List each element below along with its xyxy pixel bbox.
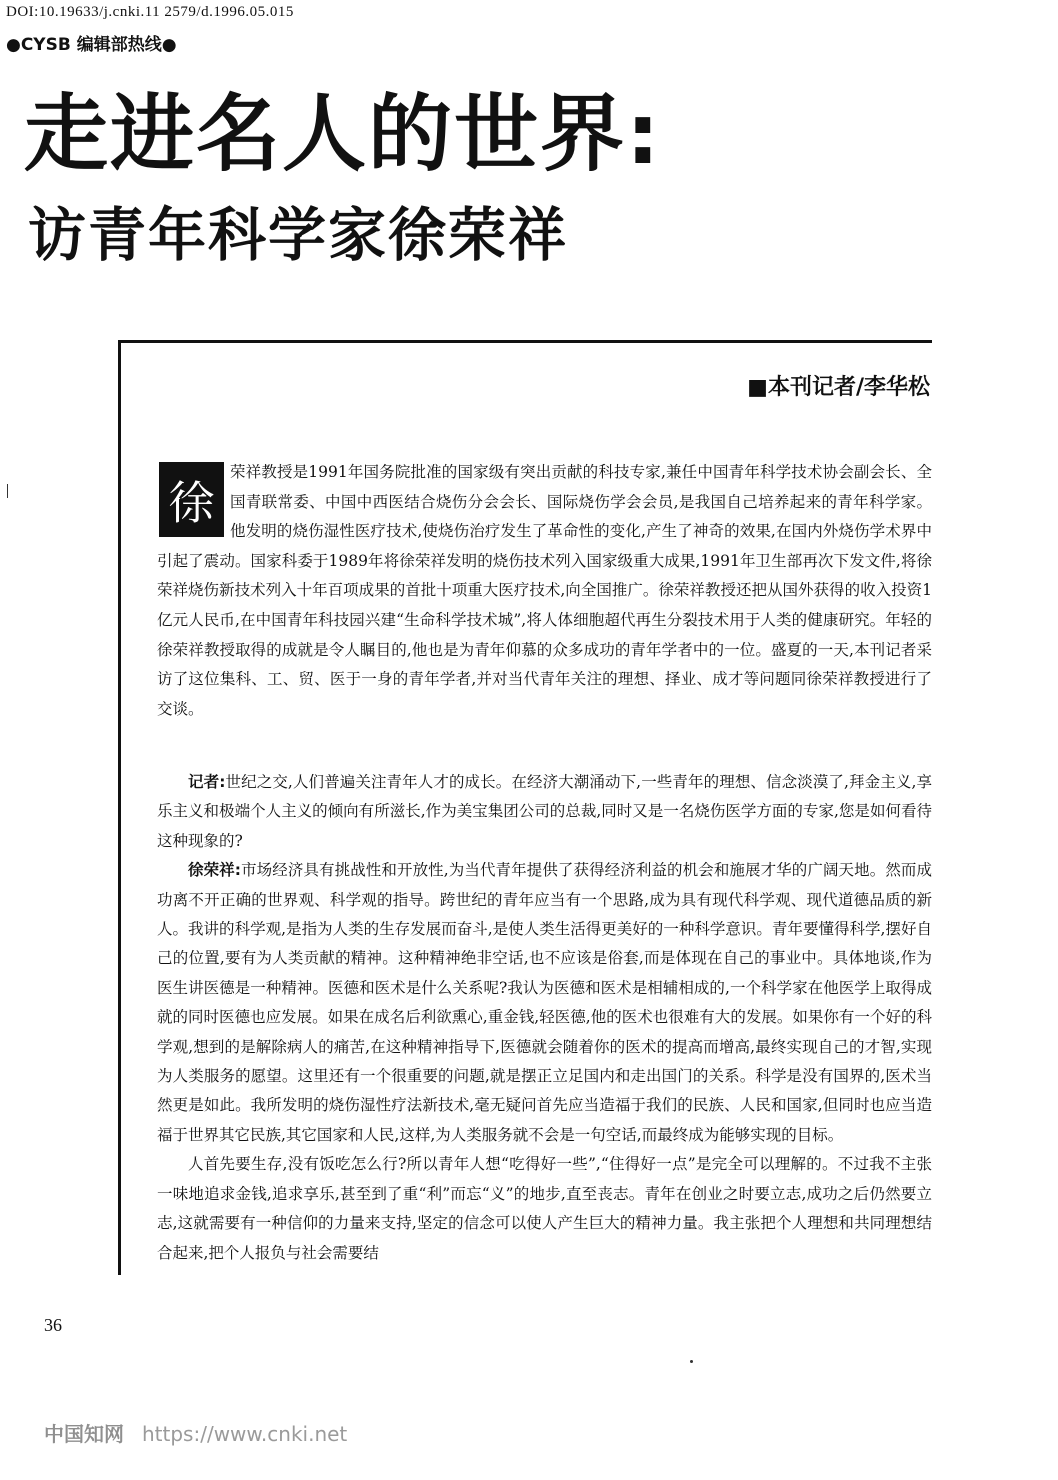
speaker-label: 徐荣祥: (188, 861, 241, 880)
frame-left-rule (118, 340, 121, 1275)
scan-mark (7, 484, 8, 498)
paragraph-text: 市场经济具有挑战性和开放性,为当代青年提供了获得经济利益的机会和施展才华的广阔天地。然而成功离不开正确的世界观、科学观的指导。跨世纪的青年应当有一个思路,成为具有现代科学观、现代道德品质的新人。我讲的科学观,是指为人类的生存发展而奋斗,是使人类生活得更美好的一种科学意识。青年要懂得科学,摆好自己的位置,要有为人类贡献的精神。这种精神绝非空话,也不应该是俗套,而是体现在自己的事业中。具体地谈,作为医生讲医德是一种精神。医德和医术是什么关系呢?我认为医德和医术是相辅相成的,一个科学家在他医学上取得成就的同时医德也应发展。如果在成名后利欲熏心,重金钱,轻医德,他的医术也很难有大的发展。如果你有一个好的科学观,想到的是解除病人的痛苦,在这种精神指导下,医德就会随着你的医术的提高而增高,最终实现自己的才智,实现为人类服务的愿望。这里还有一个很重要的问题,就是摆正立足国内和走出国门的关系。科学是没有国界的,医术当然更是如此。我所发明的烧伤湿性疗法新技术,毫无疑问首先应当造福于我们的民族、人民和国家,但同时也应当造福于世界其它民族,其它国家和人民,这样,为人类服务就不会是一句空话,而最终成为能够实现的目标。 (157, 861, 933, 1144)
watermark-url: https://www.cnki.net (142, 1422, 348, 1446)
byline: ■本刊记者/李华松 (747, 375, 930, 400)
speaker-label: 记者: (188, 773, 226, 791)
lead-text: 荣祥教授是1991年国务院批准的国家级有突出贡献的科技专家,兼任中国青年科学技术协会副会长、全国青联常委、中国中西医结合烧伤分会会长、国际烧伤学会会员,是我国自己培养起来的青年科学家。他发明的烧伤湿性医疗技术,使烧伤治疗发生了革命性的变化,产生了神奇的效果,在国内外烧伤学术界中引起了震动。国家科委于1989年将徐荣祥发明的烧伤技术列入国家级重大成果,1991年卫生部再次下发文件,将徐荣祥烧伤新技术列入十年百项成果的首批十项重大医疗技术,向全国推广。徐荣祥教授还把从国外获得的收入投资1亿元人民币,在中国青年科技园兴建“生命科学技术城”,将人体细胞超代再生分裂技术用于人类的健康研究。年轻的徐荣祥教授取得的成就是令人瞩目的,他也是为青年仰慕的众多成功的青年学者中的一位。盛夏的一天,本刊记者采访了这位集科、工、贸、医于一身的青年学者,并对当代青年关注的理想、择业、成才等问题同徐荣祥教授进行了交谈。 (157, 463, 932, 718)
column-tag: ●CYSB 编辑部热线● (6, 35, 177, 55)
lead-paragraph (157, 458, 932, 724)
watermark (44, 1418, 347, 1447)
paragraph-text: 世纪之交,人们普遍关注青年人才的成长。在经济大潮涌动下,一些青年的理想、信念淡漠了,拜金主义,享乐主义和极端个人主义的倾向有所滋长,作为美宝集团公司的总裁,同时又是一名烧伤医学方面的专家,您是如何看待这种现象的? (157, 773, 932, 850)
page-number: 36 (44, 1315, 62, 1335)
drop-cap: 徐 (159, 462, 224, 537)
watermark-brand: 中国知网 (44, 1422, 124, 1446)
body-paragraph (157, 768, 932, 856)
body-paragraph (157, 1150, 932, 1268)
article-subtitle: 访青年科学家徐荣祥 (28, 201, 569, 269)
scan-dot (690, 1360, 693, 1363)
paragraph-text: 人首先要生存,没有饭吃怎么行?所以青年人想“吃得好一些”,“住得好一点”是完全可以理解的。不过我不主张一味地追求金钱,追求享乐,甚至到了重“利”而忘“义”的地步,直至丧志。青年在创业之时要立志,成功之后仍然要立志,这就需要有一种信仰的力量来支持,坚定的信念可以使人产生巨大的精神力量。我主张把个人理想和共同理想结合起来,把个人报负与社会需要结 (157, 1155, 932, 1262)
interview-body (157, 768, 932, 1268)
doi-line: DOI:10.19633/j.cnki.11 2579/d.1996.05.015 (6, 4, 294, 20)
frame-top-rule (118, 340, 932, 343)
body-paragraph (157, 856, 932, 1150)
article-title: 走进名人的世界: (24, 85, 662, 183)
